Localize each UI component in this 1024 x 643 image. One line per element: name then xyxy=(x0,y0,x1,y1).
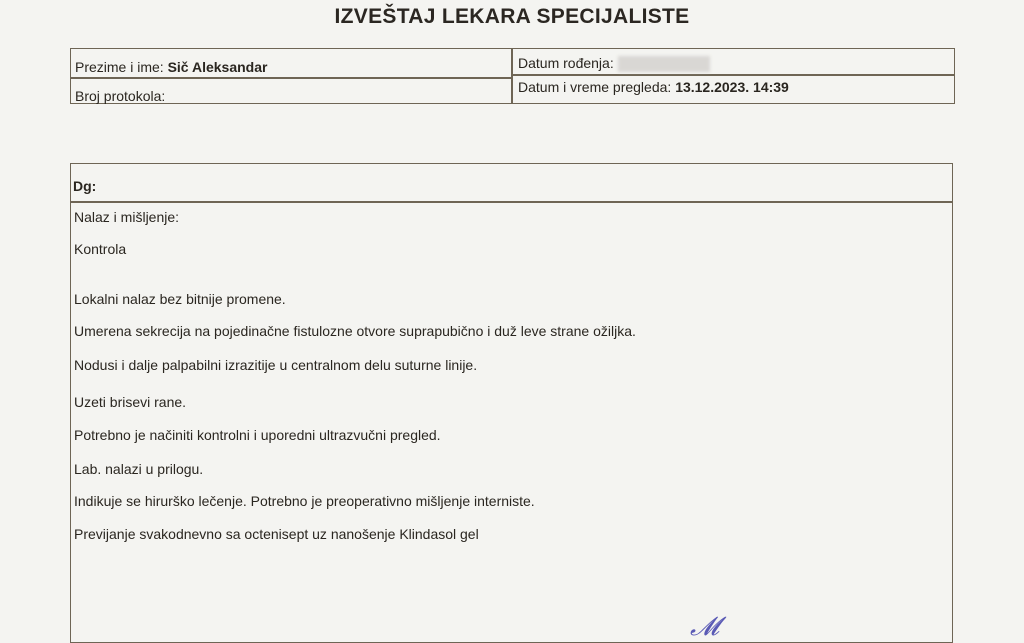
findings-heading: Nalaz i mišljenje: xyxy=(74,209,180,225)
finding-line: Lokalni nalaz bez bitnije promene. xyxy=(74,291,286,307)
birth-date-field xyxy=(514,55,710,72)
divider xyxy=(71,77,512,79)
finding-line: Nodusi i dalje palpabilni izrazitije u centralnom delu suturne linije. xyxy=(74,357,478,373)
name-value: Sič Aleksandar xyxy=(167,59,268,75)
exam-date-field xyxy=(514,79,789,95)
exam-date-label: Datum i vreme pregleda: xyxy=(518,79,672,95)
redacted-birth-date xyxy=(618,56,710,72)
exam-date-value: 13.12.2023. 14:39 xyxy=(675,79,789,95)
finding-line: Indikuje se hirurško lečenje. Potrebno je preoperativno mišljenje interniste. xyxy=(74,493,535,509)
divider xyxy=(511,49,513,103)
protocol-field xyxy=(71,88,165,104)
divider xyxy=(512,74,954,76)
protocol-label: Broj protokola: xyxy=(75,88,166,104)
patient-name-field xyxy=(71,59,267,75)
finding-line: Uzeti brisevi rane. xyxy=(74,394,187,410)
birth-date-label: Datum rođenja: xyxy=(518,55,614,71)
divider xyxy=(71,201,952,203)
finding-line: Umerena sekrecija na pojedinačne fistulozne otvore suprapubično i duž leve strane ožiljka. xyxy=(74,323,636,339)
diagnosis-label: Dg: xyxy=(73,178,97,194)
document-title: IZVEŠTAJ LEKARA SPECIJALISTE xyxy=(334,5,690,28)
finding-line: Kontrola xyxy=(74,241,127,257)
signature-mark: 𝓜 xyxy=(690,612,720,642)
finding-line: Potrebno je načiniti kontrolni i uporedni ultrazvučni pregled. xyxy=(74,427,441,443)
patient-header-table xyxy=(70,48,955,104)
name-label: Prezime i ime: xyxy=(75,59,164,75)
finding-line: Previjanje svakodnevno sa octenisept uz nanošenje Klindasol gel xyxy=(74,526,479,542)
finding-line: Lab. nalazi u prilogu. xyxy=(74,461,204,477)
findings-box xyxy=(70,163,953,643)
